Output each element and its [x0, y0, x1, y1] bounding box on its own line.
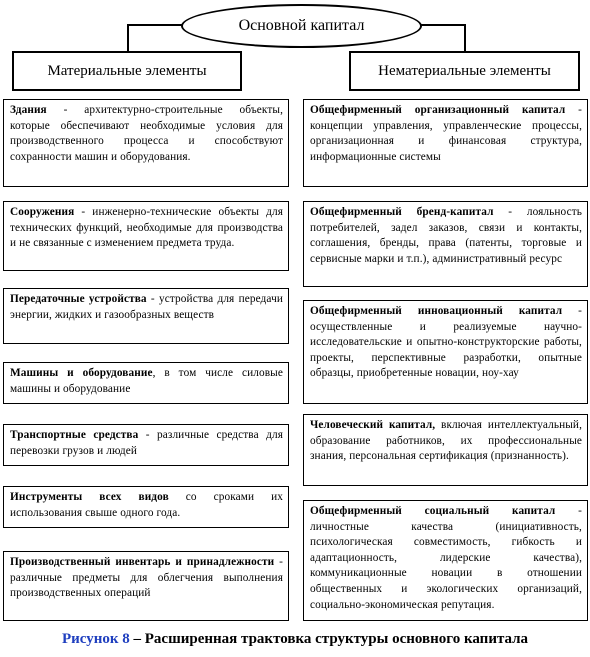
connector-right-horizontal [421, 24, 466, 26]
item-title: Человеческий капитал, [310, 419, 436, 431]
item-title: Передаточные устройства [10, 293, 147, 305]
material-elements-header [12, 51, 242, 91]
item-text: - лояльность потребителей, задел заказов, связи и контакты, соглашения, бренды, права (патенты, торговые и сервисные марки и т.п.), административный ресурс [310, 206, 582, 265]
item-human-capital [303, 414, 588, 486]
figure-caption-text: – Расширенная трактовка структуры основного капитала [129, 631, 529, 647]
item-title: Общефирменный социальный капитал [310, 505, 556, 517]
item-text: - различные предметы для облегчения выполнения производственных операций [10, 556, 283, 600]
item-tools [3, 486, 289, 528]
figure-caption [0, 631, 590, 648]
item-title: Общефирменный организационный капитал [310, 104, 566, 116]
connector-right-vertical [464, 24, 466, 52]
figure-number: Рисунок 8 [61, 631, 130, 647]
connector-left-vertical [127, 24, 129, 52]
item-transmission-devices [3, 288, 289, 344]
item-title: Общефирменный инновационный капитал [310, 305, 563, 317]
root-label: Основной капитал [238, 17, 365, 34]
item-text: - устройства для передачи энергии, жидких и газообразных веществ [10, 293, 283, 321]
item-text: со сроками их использования свыше одного года. [10, 491, 283, 519]
item-innovation-capital [303, 300, 588, 404]
item-text: - инженерно-технические объекты для технических функций, необходимые для производства и не связанные с изменением предмета труда. [10, 206, 283, 250]
intangible-elements-header [349, 51, 580, 91]
connector-left-horizontal [127, 24, 182, 26]
item-title: Машины и оборудование [10, 367, 153, 379]
material-elements-label: Материальные элементы [47, 62, 207, 79]
item-structures [3, 201, 289, 271]
item-title: Инструменты всех видов [10, 491, 169, 503]
item-text: , в том числе силовые машины и оборудование [10, 367, 283, 395]
item-machinery [3, 362, 289, 404]
item-text: - осуществленные и реализуемые научно-исследовательские и опытно-конструкторские работы, проекты, перспективные разработки, опытные образцы, приобретенные новации, ноу-хау [310, 305, 582, 380]
intangible-elements-label: Нематериальные элементы [378, 62, 551, 79]
item-text: включая интеллектуальный, образование работников, их профессиональные знания, персональная сертификация (признанность). [310, 419, 582, 463]
item-buildings [3, 99, 289, 187]
item-title: Транспортные средства [10, 429, 139, 441]
item-title: Здания [10, 104, 47, 116]
item-organizational-capital [303, 99, 588, 187]
item-vehicles [3, 424, 289, 466]
item-text: - концепции управления, управленческие процессы, организационная и финансовая структура, информационные системы [310, 104, 582, 163]
item-text: - архитектурно-строительные объекты, которые обеспечивают необходимые условия для производственного процесса и способствуют сохранности машин и оборудования. [10, 104, 283, 163]
item-text: - личностные качества (инициативность, психологическая совместимость, гибкость и адаптационность, лидерские качества), коммуникационные новации в отношении общественных и экологических организаций, социально-экономическая репутация. [310, 505, 582, 611]
item-brand-capital [303, 201, 588, 287]
item-social-capital [303, 500, 588, 621]
root-node [181, 4, 422, 48]
item-text: - различные средства для перевозки грузов и людей [10, 429, 283, 457]
item-inventory [3, 551, 289, 621]
item-title: Производственный инвентарь и принадлежности [10, 556, 275, 568]
item-title: Общефирменный бренд-капитал [310, 206, 494, 218]
item-title: Сооружения [10, 206, 75, 218]
